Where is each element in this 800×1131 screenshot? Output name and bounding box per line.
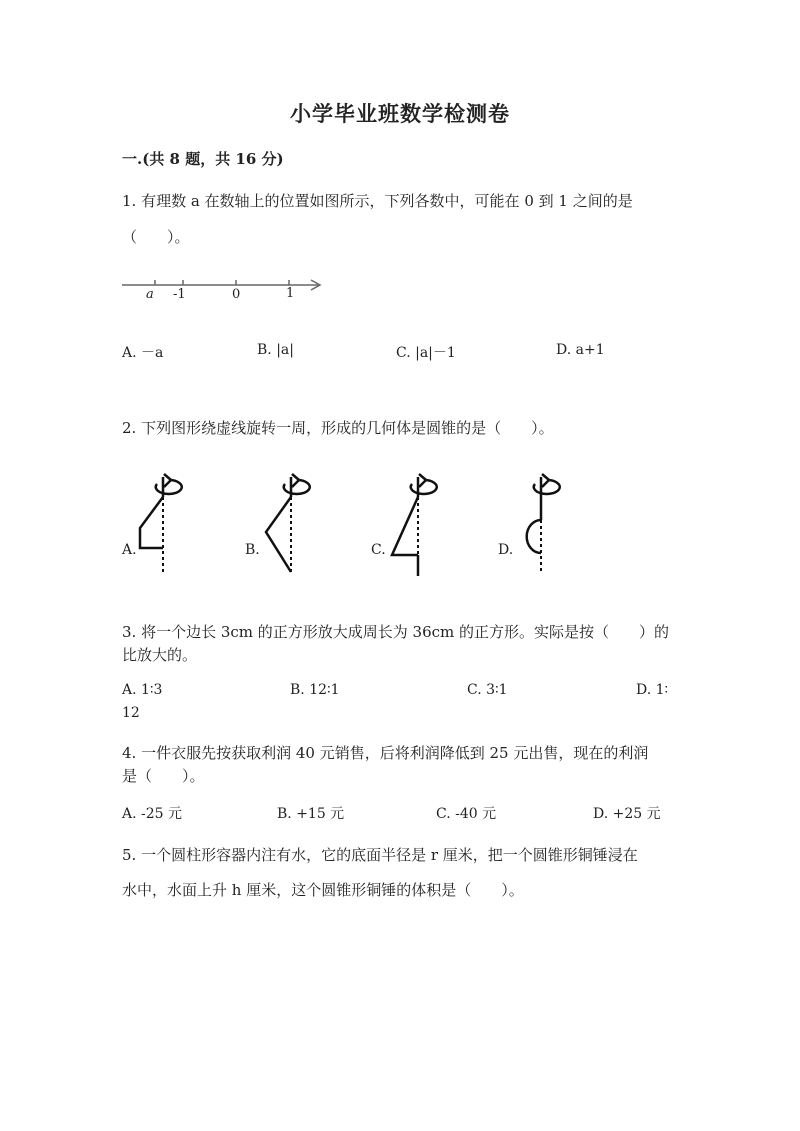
q4-option-c: C. -40 元 [436, 806, 497, 822]
q1-option-a: A. －a [122, 345, 164, 361]
q1-option-c: C. |a|－1 [396, 345, 456, 361]
axis-label-zero: 0 [232, 287, 241, 302]
question-5-text: 5. 一个圆柱形容器内注有水，它的底面半径是 r 厘米，把一个圆锥形铜锤浸在 [122, 846, 638, 864]
question-1-text: 1. 有理数 a 在数轴上的位置如图所示，下列各数中，可能在 0 到 1 之间的是 [122, 192, 633, 210]
question-3-text: 3. 将一个边长 3cm 的正方形放大成周长为 36cm 的正方形。实际是按（ ）的 [122, 623, 670, 641]
section-heading: 一.(共 8 题，共 16 分) [122, 150, 284, 168]
page-title: 小学毕业班数学检测卷 [290, 101, 510, 126]
q3-option-a: A. 1∶3 [122, 682, 163, 698]
q2-label-a: A. [122, 542, 137, 558]
q3-option-d: D. 1∶ [636, 682, 669, 698]
q1-option-d: D. a+1 [556, 342, 605, 358]
q4-option-a: A. -25 元 [122, 806, 183, 822]
q2-label-c: C. [371, 542, 386, 558]
question-2-text: 2. 下列图形绕虚线旋转一周，形成的几何体是圆锥的是（ ）。 [122, 419, 554, 437]
question-4-text: 4. 一件衣服先按获取利润 40 元销售，后将利润降低到 25 元出售，现在的利润 [122, 744, 649, 762]
question-4-text-cont: 是（ ）。 [122, 767, 205, 785]
q2-label-b: B. [245, 542, 260, 558]
q3-option-b: B. 12∶1 [290, 682, 340, 698]
axis-label-one: 1 [286, 286, 295, 301]
q2-label-d: D. [498, 542, 514, 558]
axis-label-a: a [146, 287, 154, 302]
axis-label-minus-one: -1 [173, 287, 186, 302]
q3-option-c: C. 3∶1 [467, 682, 508, 698]
question-3-text-cont: 比放大的。 [122, 646, 198, 664]
q4-option-d: D. +25 元 [593, 806, 661, 822]
question-5-text-cont: 水中，水面上升 h 厘米，这个圆锥形铜锤的体积是（ ）。 [122, 881, 524, 899]
q1-option-b: B. |a| [257, 342, 294, 358]
question-1-blank: （ ）。 [122, 228, 190, 246]
q4-option-b: B. +15 元 [277, 806, 345, 822]
q3-option-d-cont: 12 [122, 705, 140, 721]
